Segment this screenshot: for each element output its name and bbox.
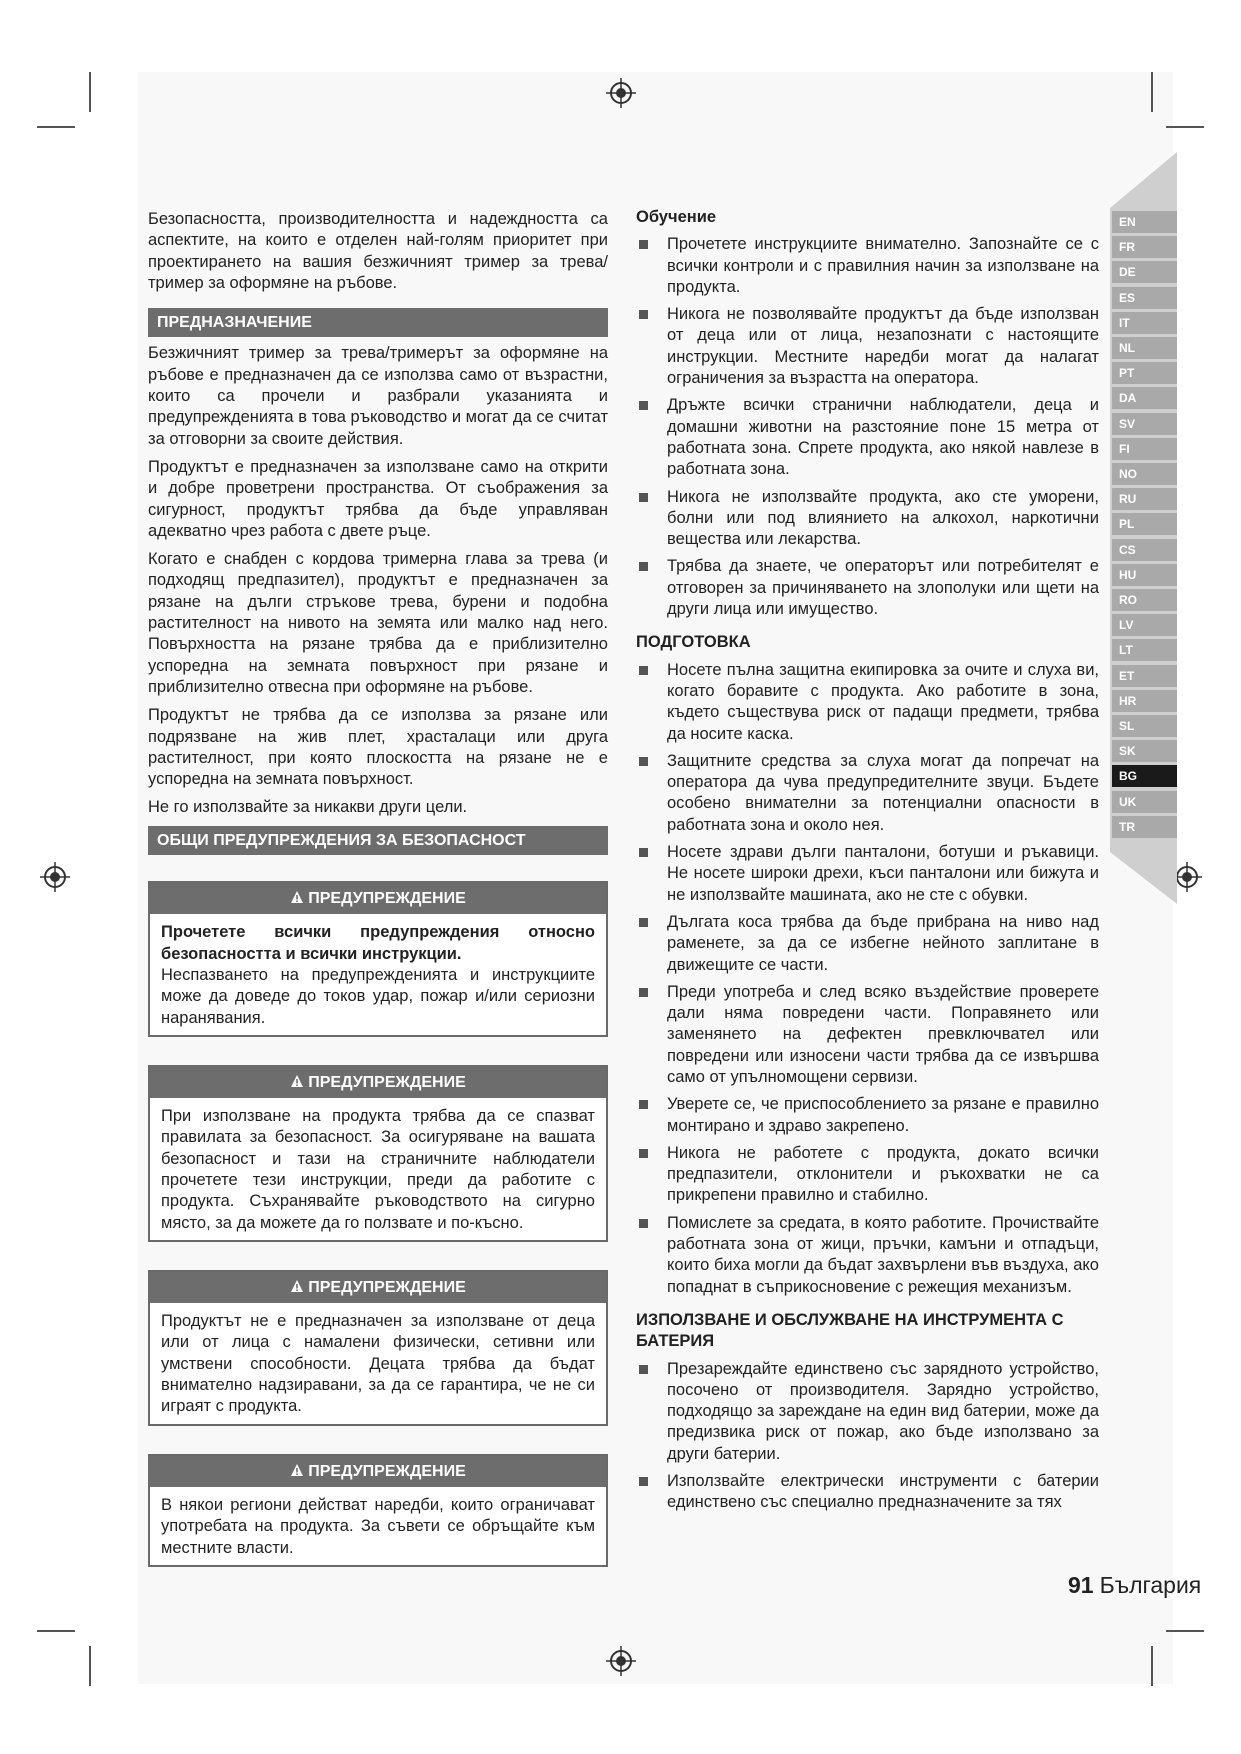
warning-body <box>150 1487 606 1565</box>
language-tab-es[interactable]: ES <box>1112 287 1177 309</box>
warning-bold-text: Прочетете всички предупреждения относно безопасността и всички инструкции. <box>161 923 595 963</box>
language-tab-no[interactable]: NO <box>1112 463 1177 485</box>
warning-body <box>150 1303 606 1423</box>
language-tab-fr[interactable]: FR <box>1112 236 1177 258</box>
purpose-paragraph: Когато е снабден с кордова тримерна глава за трева (и подходящ предпазител), продуктът е предназначен за рязане на дълги стръкове трева, бурени и подобна растителност на нивото на земята или малко над него. Повърхността на рязане трябва да е приблизително успоредна на земната повърхност при рязане и приблизително отвесна при оформяне на ръбове. <box>148 550 608 696</box>
language-tab-bg[interactable]: BG <box>1112 765 1177 787</box>
warning-title: ПРЕДУПРЕЖДЕНИЕ <box>308 1462 466 1480</box>
language-tab-pl[interactable]: PL <box>1112 513 1177 535</box>
right-column <box>636 207 1099 1520</box>
preparation-list <box>636 660 1099 1298</box>
language-tab-uk[interactable]: UK <box>1112 791 1177 813</box>
warning-box <box>148 1065 608 1242</box>
list-item: Никога не работете с продукта, докато всички предпазители, отклонители и ръкохватки не са прикрепени правилно и стабилно. <box>636 1143 1099 1207</box>
language-tab-da[interactable]: DA <box>1112 387 1177 409</box>
list-item: Защитните средства за слуха могат да попречат на оператора да чува предупредителните звуци. Бъдете особено внимателни за потенциални опасности в работната зона и около нея. <box>636 751 1099 836</box>
list-item: Трябва да знаете, че операторът или потребителят е отговорен за причиняването на злополуки или щети на други лица или имущество. <box>636 556 1099 620</box>
list-item: Преди употреба и след всяко въздействие проверете дали няма повредени части. Поправянето или заменянето на дефектен превключвател или повредени или износени части трябва да се извършва само от упълномощени сервизи. <box>636 982 1099 1088</box>
list-item: Дългата коса трябва да бъде прибрана на ниво над раменете, за да се избегне нейното заплитане в движещите се части. <box>636 912 1099 976</box>
purpose-paragraph: Продуктът не трябва да се използва за рязане или подрязване на жив плет, храсталаци или друга растителност, при която плоскостта на рязане не е успоредна на земната повърхност. <box>148 706 608 789</box>
warning-box <box>148 1454 608 1567</box>
warning-text: В някои региони действат наредби, които ограничават употребата на продукта. За съвети се обръщайте към местните власти. <box>161 1495 595 1557</box>
warning-header <box>150 1456 606 1487</box>
list-item: Уверете се, че приспособлението за рязане е правилно монтирано и здраво закрепено. <box>636 1094 1099 1137</box>
language-tab-sl[interactable]: SL <box>1112 715 1177 737</box>
purpose-paragraph: Не го използвайте за никакви други цели. <box>148 798 468 817</box>
warning-header <box>150 883 606 914</box>
language-tab-tr[interactable]: TR <box>1112 816 1177 838</box>
warning-triangle-icon <box>290 890 304 904</box>
registration-mark-icon <box>606 1646 636 1676</box>
purpose-paragraph: Продуктът е предназначен за използване само на открити и добре проветрени пространства. От съображения за сигурност, продуктът трябва да бъде управляван адекватно чрез работа с двете ръце. <box>148 457 608 540</box>
language-tab-fi[interactable]: FI <box>1112 438 1177 460</box>
list-item: Прочетете инструкциите внимателно. Запознайте се с всички контроли и с правилния начин за използване на продукта. <box>636 234 1099 298</box>
list-item: Използвайте електрически инструменти с батерии единствено със специално предназначените за тях <box>636 1471 1099 1514</box>
intro-paragraph: Безопасността, производителността и надеждността са аспектите, на които е отделен най-голям приоритет при проектирането на вашия безжичният тример за трева/тример за оформяне на ръбове. <box>148 210 608 292</box>
language-tab-lv[interactable]: LV <box>1112 614 1177 636</box>
warning-header <box>150 1067 606 1098</box>
warning-body <box>150 1098 606 1240</box>
crop-mark <box>1166 126 1204 128</box>
list-item: Помислете за средата, в която работите. Прочиствайте работната зона от жици, пръчки, камъни и отпадъци, които биха могли да бъдат захвърлени във въздуха, ако попаднат в съприкосновение с режещия механизъм. <box>636 1213 1099 1298</box>
crop-mark <box>37 126 75 128</box>
purpose-paragraph: Безжичният тример за трева/тримерът за оформяне на ръбове е предназначен да се използва само от възрастни, които са прочели и разбрали указанията и предупрежденията в това ръководство и могат да се считат за отговорни за своите действия. <box>148 344 608 448</box>
registration-mark-icon <box>606 78 636 108</box>
warning-title: ПРЕДУПРЕЖДЕНИЕ <box>308 1278 466 1296</box>
warning-text: При използване на продукта трябва да се спазват правилата за безопасност. За осигуряване на вашата безопасност и тази на страничните наблюдатели прочетете тези инструкции, преди да работите с продукта. Съхранявайте ръководството на сигурно място, за да можете да го ползвате и по-късно. <box>161 1107 595 1232</box>
language-tab-hr[interactable]: HR <box>1112 690 1177 712</box>
language-tab-et[interactable]: ET <box>1112 665 1177 687</box>
warning-triangle-icon <box>290 1279 304 1293</box>
general-warnings-heading: ОБЩИ ПРЕДУПРЕЖДЕНИЯ ЗА БЕЗОПАСНОСТ <box>148 826 608 855</box>
crop-mark <box>89 72 91 112</box>
registration-mark-icon <box>40 862 70 892</box>
crop-mark <box>1151 1646 1153 1686</box>
list-item: Дръжте всички странични наблюдатели, деца и домашни животни на разстояние поне 15 метра от работната зона. Спрете продукта, ако някой навлезе в работната зона. <box>636 395 1099 480</box>
language-tab-ru[interactable]: RU <box>1112 488 1177 510</box>
purpose-heading: ПРЕДНАЗНАЧЕНИЕ <box>148 308 608 337</box>
training-heading: Обучение <box>636 208 717 226</box>
preparation-heading: ПОДГОТОВКА <box>636 633 751 652</box>
list-item: Носете пълна защитна екипировка за очите и слуха ви, когато боравите с продукта. Ако работите в зона, където съществува риск от падащи предмети, трябва да носите каска. <box>636 660 1099 745</box>
warning-triangle-icon <box>290 1463 304 1477</box>
list-item: Носете здрави дълги панталони, ботуши и ръкавици. Не носете широки дрехи, къси панталони или бижута и не използвайте машината, ако не сте с обувки. <box>636 842 1099 906</box>
page-number: 91 <box>1068 1572 1094 1598</box>
battery-list <box>636 1359 1099 1514</box>
language-tab-lt[interactable]: LT <box>1112 639 1177 661</box>
left-column <box>148 209 608 1595</box>
crop-mark <box>37 1630 75 1632</box>
language-tab-sk[interactable]: SK <box>1112 740 1177 762</box>
language-tab-sv[interactable]: SV <box>1112 413 1177 435</box>
warning-title: ПРЕДУПРЕЖДЕНИЕ <box>308 890 466 908</box>
crop-mark <box>1166 1630 1204 1632</box>
crop-mark <box>1151 72 1153 112</box>
list-item: Никога не използвайте продукта, ако сте уморени, болни или под влиянието на алкохол, наркотични вещества или лекарства. <box>636 487 1099 551</box>
warning-text: Продуктът не е предназначен за използване от деца или от лица с намалени физически, сетивни или умствени способности. Децата трябва да бъдат внимателно надзиравани, за да се гарантира, че не си играят с продукта. <box>161 1312 595 1416</box>
warning-box <box>148 881 608 1037</box>
language-tab-pt[interactable]: PT <box>1112 362 1177 384</box>
warning-header <box>150 1272 606 1303</box>
language-tab-hu[interactable]: HU <box>1112 564 1177 586</box>
warning-body <box>150 914 606 1034</box>
language-tab-en[interactable]: EN <box>1112 211 1177 233</box>
language-tab-it[interactable]: IT <box>1112 312 1177 334</box>
language-tab-de[interactable]: DE <box>1112 261 1177 283</box>
footer-language: България <box>1099 1572 1202 1598</box>
warning-title: ПРЕДУПРЕЖДЕНИЕ <box>308 1073 466 1091</box>
battery-heading: ИЗПОЛЗВАНЕ И ОБСЛУЖВАНЕ НА ИНСТРУМЕНТА С БАТЕРИЯ <box>636 1310 1064 1351</box>
page-footer <box>1068 1572 1208 1599</box>
language-tab-nl[interactable]: NL <box>1112 337 1177 359</box>
warning-triangle-icon <box>290 1074 304 1088</box>
language-tab-cs[interactable]: CS <box>1112 539 1177 561</box>
training-list <box>636 234 1099 620</box>
list-item: Никога не позволявайте продуктът да бъде използван от деца или от лица, незапознати с настоящите инструкции. Местните наредби могат да налагат ограничения за възрастта на оператора. <box>636 304 1099 389</box>
warning-box <box>148 1270 608 1426</box>
warning-text: Неспазването на предупрежденията и инструкциите може да доведе до токов удар, пожар и/или сериозни наранявания. <box>161 965 595 1027</box>
language-tab-ro[interactable]: RO <box>1112 589 1177 611</box>
list-item: Презареждайте единствено със зарядното устройство, посочено от производителя. Зарядно устройство, подходящо за зареждане на един вид батерии, може да предизвика риск от пожар, ако бъде използвано за други батерии. <box>636 1359 1099 1465</box>
crop-mark <box>89 1646 91 1686</box>
